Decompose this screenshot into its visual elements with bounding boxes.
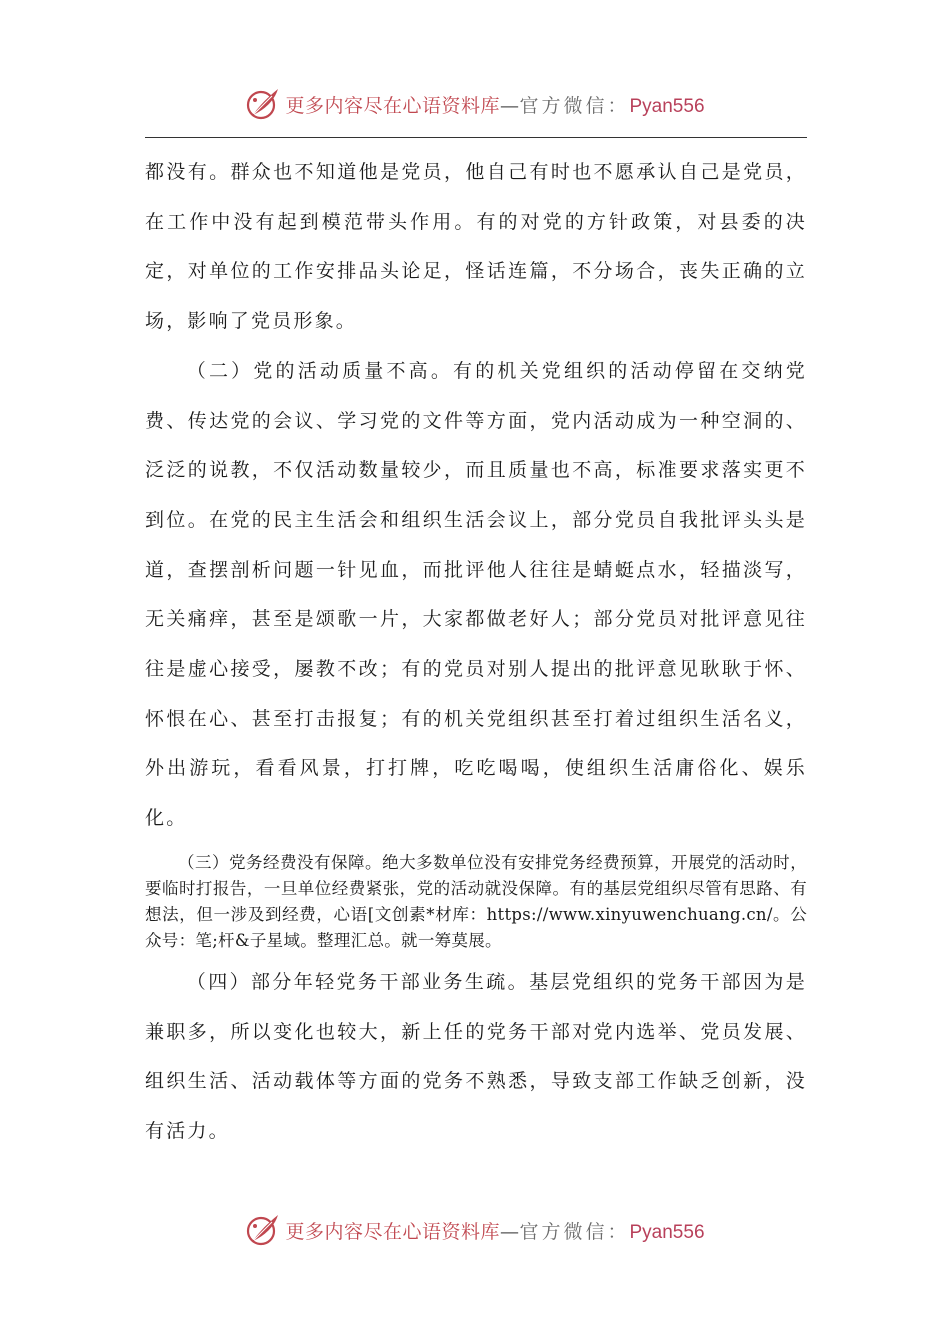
quill-pen-logo-icon	[245, 86, 281, 122]
footer-dash: —	[499, 1220, 520, 1243]
header-wechat-label: 官方微信：	[519, 94, 630, 117]
document-body	[145, 148, 807, 1157]
footer-wechat-id: Pyan556	[629, 1221, 705, 1243]
footer-banner	[0, 1210, 950, 1250]
header-brand-text: 更多内容尽在心语资料库	[285, 94, 500, 117]
footer-brand-text: 更多内容尽在心语资料库	[285, 1220, 500, 1243]
header-dash: —	[499, 94, 520, 117]
paragraph-section-3: （三）党务经费没有保障。绝大多数单位没有安排党务经费预算，开展党的活动时，要临时打报告，一旦单位经费紧张，党的活动就没保障。有的基层党组织尽管有思路、有想法，但一涉及到经费，心语[文创素*材库：https://www.xinyuwenchuang.cn/。公众号：笔;杆&子星域。整理汇总。就一筹莫展。	[145, 852, 807, 950]
header-divider	[145, 137, 807, 138]
paragraph-section-4: （四）部分年轻党务干部业务生疏。基层党组织的党务干部因为是兼职多，所以变化也较大，新上任的党务干部对党内选举、党员发展、组织生活、活动载体等方面的党务不熟悉，导致支部工作缺乏创新，没有活力。	[145, 970, 807, 1142]
footer-banner-text	[285, 1217, 704, 1244]
header-banner-text	[285, 91, 704, 118]
footer-wechat-label: 官方微信：	[519, 1220, 630, 1243]
quill-pen-logo-icon	[245, 1212, 281, 1248]
paragraph-continuation: 都没有。群众也不知道他是党员，他自己有时也不愿承认自己是党员，在工作中没有起到模范带头作用。有的对党的方针政策，对县委的决定，对单位的工作安排品头论足，怪话连篇，不分场合，丧失正确的立场，影响了党员形象。	[145, 161, 807, 333]
header-wechat-id: Pyan556	[629, 95, 705, 117]
header-banner	[0, 84, 950, 124]
paragraph-section-2: （二）党的活动质量不高。有的机关党组织的活动停留在交纳党费、传达党的会议、学习党的文件等方面，党内活动成为一种空洞的、泛泛的说教，不仅活动数量较少，而且质量也不高，标准要求落实更不到位。在党的民主生活会和组织生活会议上，部分党员自我批评头头是道，查摆剖析问题一针见血，而批评他人往往是蜻蜓点水，轻描淡写，无关痛痒，甚至是颂歌一片，大家都做老好人；部分党员对批评意见往往是虚心接受，屡教不改；有的党员对别人提出的批评意见耿耿于怀、怀恨在心、甚至打击报复；有的机关党组织甚至打着过组织生活名义，外出游玩，看看风景，打打牌，吃吃喝喝，使组织生活庸俗化、娱乐化。	[145, 359, 807, 830]
